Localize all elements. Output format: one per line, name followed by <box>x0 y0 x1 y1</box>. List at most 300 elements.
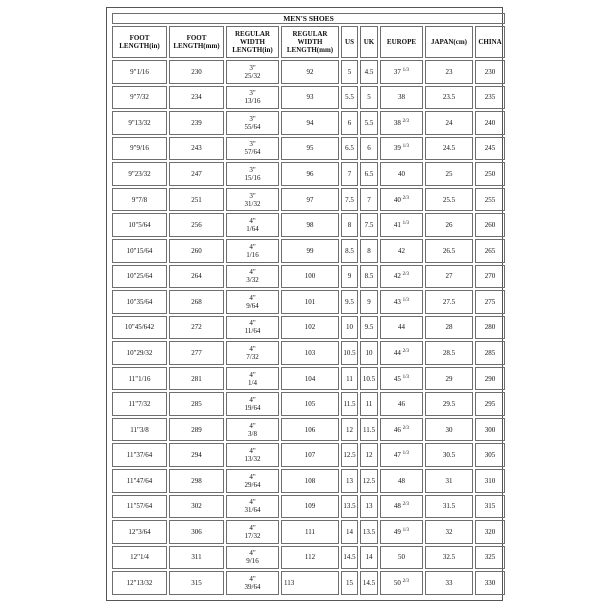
cell-japan-cm: 30 <box>425 418 473 442</box>
cell-japan-cm: 26.5 <box>425 239 473 263</box>
table-row <box>112 546 505 570</box>
cell-uk: 14.5 <box>360 571 378 595</box>
width-in-line: 11/64 <box>244 327 261 336</box>
cell-japan-cm: 27 <box>425 265 473 289</box>
cell-europe <box>380 495 423 519</box>
europe-size: 41 <box>393 221 401 230</box>
cell-foot-length-in: 10"29/32 <box>112 341 167 365</box>
cell-us: 5.5 <box>341 86 358 110</box>
header-line: EUROPE <box>386 38 417 46</box>
cell-foot-length-in: 12"3/64 <box>112 520 167 544</box>
europe-fraction: 1/3 <box>402 527 410 533</box>
cell-foot-length-in: 11"3/8 <box>112 418 167 442</box>
cell-japan-cm: 26 <box>425 213 473 237</box>
europe-size: 38 <box>398 93 405 102</box>
width-in-line: 3/8 <box>248 429 257 438</box>
cell-foot-length-in: 10"15/64 <box>112 239 167 263</box>
width-in-line: 4" <box>249 370 256 379</box>
cell-width-length-in <box>226 239 279 263</box>
width-in-line: 19/64 <box>244 404 261 413</box>
cell-japan-cm: 28.5 <box>425 341 473 365</box>
cell-us: 15 <box>341 571 358 595</box>
cell-width-length-in <box>226 213 279 237</box>
cell-width-length-mm: 96 <box>281 162 339 186</box>
header-row <box>112 26 505 58</box>
europe-size: 44 <box>393 348 401 357</box>
europe-size: 44 <box>398 323 405 332</box>
cell-us: 11 <box>341 367 358 391</box>
width-in-line: 25/32 <box>244 71 261 80</box>
width-in-line: 3" <box>249 63 256 72</box>
width-in-line: 9/64 <box>246 301 259 310</box>
europe-fraction: 1/3 <box>402 221 410 227</box>
table-row <box>112 443 505 467</box>
cell-japan-cm: 31.5 <box>425 495 473 519</box>
cell-us: 11.5 <box>341 392 358 416</box>
cell-width-length-in <box>226 137 279 161</box>
cell-foot-length-in: 12"13/32 <box>112 571 167 595</box>
cell-europe <box>380 86 423 110</box>
cell-europe <box>380 239 423 263</box>
cell-foot-length-mm: 260 <box>169 239 224 263</box>
cell-width-length-in <box>226 341 279 365</box>
cell-width-length-mm: 107 <box>281 443 339 467</box>
header-line: WIDTH <box>297 38 323 46</box>
cell-width-length-in <box>226 86 279 110</box>
table-row <box>112 60 505 84</box>
cell-uk: 8 <box>360 239 378 263</box>
cell-foot-length-mm: 289 <box>169 418 224 442</box>
cell-china: 295 <box>475 392 505 416</box>
width-in-line: 29/64 <box>244 480 261 489</box>
europe-size: 49 <box>393 527 401 536</box>
cell-foot-length-mm: 311 <box>169 546 224 570</box>
cell-europe <box>380 213 423 237</box>
width-in-line: 13/32 <box>244 455 261 464</box>
cell-china: 325 <box>475 546 505 570</box>
width-in-line: 4" <box>249 472 256 481</box>
cell-width-length-in <box>226 469 279 493</box>
europe-size: 48 <box>393 502 401 511</box>
cell-japan-cm: 30.5 <box>425 443 473 467</box>
cell-foot-length-mm: 247 <box>169 162 224 186</box>
cell-width-length-mm: 112 <box>281 546 339 570</box>
cell-width-length-mm: 92 <box>281 60 339 84</box>
cell-us: 9 <box>341 265 358 289</box>
cell-us: 6 <box>341 111 358 135</box>
cell-china: 250 <box>475 162 505 186</box>
cell-foot-length-mm: 268 <box>169 290 224 314</box>
cell-foot-length-mm: 251 <box>169 188 224 212</box>
cell-width-length-in <box>226 316 279 340</box>
cell-foot-length-in: 11"37/64 <box>112 443 167 467</box>
cell-us: 7.5 <box>341 188 358 212</box>
cell-uk: 6.5 <box>360 162 378 186</box>
header-line: LENGTH(in) <box>232 46 273 54</box>
cell-us: 12.5 <box>341 443 358 467</box>
europe-size: 50 <box>393 579 401 588</box>
width-in-line: 9/16 <box>246 557 259 566</box>
cell-us: 12 <box>341 418 358 442</box>
table-row <box>112 239 505 263</box>
europe-fraction: 2/3 <box>402 118 410 124</box>
cell-china: 255 <box>475 188 505 212</box>
header-line: FOOT <box>186 34 207 42</box>
cell-japan-cm: 25 <box>425 162 473 186</box>
cell-uk: 10.5 <box>360 367 378 391</box>
cell-us: 8 <box>341 213 358 237</box>
width-in-line: 3" <box>249 191 256 200</box>
cell-us: 9.5 <box>341 290 358 314</box>
width-in-line: 7/32 <box>246 352 259 361</box>
cell-width-length-in <box>226 111 279 135</box>
europe-size: 45 <box>393 374 401 383</box>
table-row <box>112 367 505 391</box>
cell-foot-length-mm: 294 <box>169 443 224 467</box>
cell-width-length-mm: 101 <box>281 290 339 314</box>
cell-europe <box>380 392 423 416</box>
cell-foot-length-in: 10"5/64 <box>112 213 167 237</box>
cell-width-length-in <box>226 188 279 212</box>
cell-foot-length-mm: 234 <box>169 86 224 110</box>
table-row <box>112 86 505 110</box>
header-uk <box>360 26 378 58</box>
cell-china: 300 <box>475 418 505 442</box>
cell-uk: 7 <box>360 188 378 212</box>
header-line: US <box>345 38 354 46</box>
cell-uk: 11.5 <box>360 418 378 442</box>
header-line: UK <box>363 38 375 46</box>
cell-foot-length-mm: 281 <box>169 367 224 391</box>
europe-size: 40 <box>398 170 405 179</box>
width-in-line: 31/32 <box>244 199 261 208</box>
cell-europe <box>380 162 423 186</box>
header-us <box>341 26 358 58</box>
cell-uk: 5 <box>360 86 378 110</box>
table-row <box>112 265 505 289</box>
cell-japan-cm: 32.5 <box>425 546 473 570</box>
cell-width-length-in <box>226 367 279 391</box>
width-in-line: 31/64 <box>244 506 261 515</box>
cell-foot-length-mm: 256 <box>169 213 224 237</box>
header-line: REGULAR <box>292 30 328 38</box>
width-in-line: 4" <box>249 421 256 430</box>
europe-size: 46 <box>398 400 405 409</box>
cell-width-length-mm: 105 <box>281 392 339 416</box>
cell-japan-cm: 24 <box>425 111 473 135</box>
cell-europe <box>380 316 423 340</box>
width-in-line: 55/64 <box>244 122 261 131</box>
cell-foot-length-in: 9"13/32 <box>112 111 167 135</box>
cell-us: 13 <box>341 469 358 493</box>
cell-foot-length-in: 11"7/32 <box>112 392 167 416</box>
cell-width-length-mm: 95 <box>281 137 339 161</box>
table-row <box>112 418 505 442</box>
cell-uk: 6 <box>360 137 378 161</box>
header-regular-width-length-mm <box>281 26 339 58</box>
cell-uk: 8.5 <box>360 265 378 289</box>
cell-europe <box>380 571 423 595</box>
cell-japan-cm: 27.5 <box>425 290 473 314</box>
europe-size: 42 <box>398 246 405 255</box>
cell-japan-cm: 23 <box>425 60 473 84</box>
cell-width-length-mm: 106 <box>281 418 339 442</box>
cell-japan-cm: 24.5 <box>425 137 473 161</box>
cell-width-length-mm: 108 <box>281 469 339 493</box>
cell-foot-length-in: 9"7/32 <box>112 86 167 110</box>
cell-width-length-mm: 94 <box>281 111 339 135</box>
europe-size: 40 <box>393 195 401 204</box>
table-row <box>112 188 505 212</box>
cell-japan-cm: 23.5 <box>425 86 473 110</box>
table-row <box>112 520 505 544</box>
width-in-line: 4" <box>249 549 256 558</box>
cell-japan-cm: 29 <box>425 367 473 391</box>
width-in-line: 4" <box>249 217 256 226</box>
header-line: LENGTH(in) <box>119 42 160 50</box>
width-in-line: 4" <box>249 344 256 353</box>
table-row <box>112 341 505 365</box>
table-row <box>112 571 505 595</box>
cell-china: 270 <box>475 265 505 289</box>
cell-width-length-mm: 111 <box>281 520 339 544</box>
europe-fraction: 1/3 <box>402 451 410 457</box>
cell-uk: 9 <box>360 290 378 314</box>
cell-foot-length-in: 12"1/4 <box>112 546 167 570</box>
cell-uk: 14 <box>360 546 378 570</box>
cell-europe <box>380 367 423 391</box>
europe-fraction: 1/3 <box>402 67 410 73</box>
cell-europe <box>380 290 423 314</box>
cell-us: 5 <box>341 60 358 84</box>
cell-china: 290 <box>475 367 505 391</box>
cell-china: 245 <box>475 137 505 161</box>
table-row <box>112 316 505 340</box>
cell-us: 13.5 <box>341 495 358 519</box>
cell-china: 265 <box>475 239 505 263</box>
cell-china: 330 <box>475 571 505 595</box>
cell-japan-cm: 32 <box>425 520 473 544</box>
table-row <box>112 495 505 519</box>
header-line: JAPAN(cm) <box>430 38 468 46</box>
cell-japan-cm: 31 <box>425 469 473 493</box>
width-in-line: 4" <box>249 319 256 328</box>
europe-fraction: 2/3 <box>402 195 410 201</box>
header-line: FOOT <box>129 34 150 42</box>
width-in-line: 1/64 <box>246 225 259 234</box>
cell-width-length-in <box>226 520 279 544</box>
cell-foot-length-mm: 230 <box>169 60 224 84</box>
width-in-line: 4" <box>249 447 256 456</box>
header-foot-length-mm <box>169 26 224 58</box>
cell-foot-length-in: 11"1/16 <box>112 367 167 391</box>
cell-foot-length-mm: 315 <box>169 571 224 595</box>
width-in-line: 57/64 <box>244 148 261 157</box>
cell-europe <box>380 546 423 570</box>
header-europe <box>380 26 423 58</box>
cell-us: 8.5 <box>341 239 358 263</box>
cell-width-length-in <box>226 60 279 84</box>
cell-us: 10 <box>341 316 358 340</box>
table-row <box>112 290 505 314</box>
europe-fraction: 2/3 <box>402 425 410 431</box>
mens-shoe-size-table <box>110 11 507 597</box>
width-in-line: 3" <box>249 89 256 98</box>
width-in-line: 3" <box>249 140 256 149</box>
cell-width-length-in <box>226 546 279 570</box>
cell-uk: 13 <box>360 495 378 519</box>
cell-width-length-in <box>226 443 279 467</box>
europe-fraction: 2/3 <box>402 502 410 508</box>
europe-fraction: 2/3 <box>402 272 410 278</box>
cell-europe <box>380 137 423 161</box>
europe-size: 39 <box>393 144 401 153</box>
cell-japan-cm: 29.5 <box>425 392 473 416</box>
width-in-line: 4" <box>249 575 256 584</box>
cell-uk: 11 <box>360 392 378 416</box>
cell-uk: 7.5 <box>360 213 378 237</box>
cell-foot-length-in: 10"35/64 <box>112 290 167 314</box>
cell-us: 6.5 <box>341 137 358 161</box>
header-line: REGULAR <box>234 30 270 38</box>
width-in-line: 4" <box>249 498 256 507</box>
cell-europe <box>380 469 423 493</box>
cell-width-length-mm: 113 <box>281 571 339 595</box>
cell-europe <box>380 443 423 467</box>
cell-width-length-mm: 109 <box>281 495 339 519</box>
cell-foot-length-in: 10"45/642 <box>112 316 167 340</box>
cell-width-length-in <box>226 495 279 519</box>
cell-china: 280 <box>475 316 505 340</box>
width-in-line: 15/16 <box>244 174 261 183</box>
cell-china: 285 <box>475 341 505 365</box>
cell-width-length-mm: 93 <box>281 86 339 110</box>
cell-europe <box>380 188 423 212</box>
cell-foot-length-mm: 285 <box>169 392 224 416</box>
header-line: LENGTH(mm) <box>173 42 220 50</box>
europe-size: 42 <box>393 272 401 281</box>
cell-width-length-in <box>226 392 279 416</box>
cell-us: 10.5 <box>341 341 358 365</box>
cell-width-length-mm: 98 <box>281 213 339 237</box>
europe-fraction: 2/3 <box>402 348 410 354</box>
europe-size: 48 <box>398 476 405 485</box>
width-in-line: 4" <box>249 523 256 532</box>
cell-china: 240 <box>475 111 505 135</box>
cell-foot-length-in: 9"9/16 <box>112 137 167 161</box>
width-in-line: 4" <box>249 293 256 302</box>
width-in-line: 4" <box>249 268 256 277</box>
cell-width-length-mm: 104 <box>281 367 339 391</box>
cell-foot-length-mm: 302 <box>169 495 224 519</box>
cell-us: 14 <box>341 520 358 544</box>
cell-us: 14.5 <box>341 546 358 570</box>
size-chart-frame <box>106 7 503 601</box>
europe-size: 46 <box>393 425 401 434</box>
europe-size: 47 <box>393 451 401 460</box>
cell-uk: 12.5 <box>360 469 378 493</box>
cell-foot-length-in: 10"25/64 <box>112 265 167 289</box>
table-row <box>112 392 505 416</box>
table-title: MEN'S SHOES <box>112 13 505 24</box>
width-in-line: 39/64 <box>244 583 261 592</box>
cell-width-length-in <box>226 418 279 442</box>
header-china <box>475 26 505 58</box>
cell-width-length-in <box>226 290 279 314</box>
cell-uk: 10 <box>360 341 378 365</box>
header-regular-width-length-in <box>226 26 279 58</box>
cell-japan-cm: 25.5 <box>425 188 473 212</box>
cell-uk: 4.5 <box>360 60 378 84</box>
cell-foot-length-mm: 306 <box>169 520 224 544</box>
cell-europe <box>380 265 423 289</box>
width-in-line: 1/4 <box>248 378 257 387</box>
table-row <box>112 162 505 186</box>
header-foot-length-in <box>112 26 167 58</box>
cell-europe <box>380 418 423 442</box>
cell-foot-length-mm: 298 <box>169 469 224 493</box>
cell-uk: 12 <box>360 443 378 467</box>
cell-japan-cm: 28 <box>425 316 473 340</box>
cell-width-length-in <box>226 265 279 289</box>
cell-uk: 5.5 <box>360 111 378 135</box>
cell-uk: 13.5 <box>360 520 378 544</box>
europe-fraction: 1/3 <box>402 297 410 303</box>
cell-europe <box>380 520 423 544</box>
header-line: CHINA <box>478 38 502 46</box>
cell-foot-length-in: 9"1/16 <box>112 60 167 84</box>
cell-china: 275 <box>475 290 505 314</box>
width-in-line: 13/16 <box>244 97 261 106</box>
europe-size: 50 <box>398 553 405 562</box>
cell-foot-length-mm: 264 <box>169 265 224 289</box>
cell-width-length-mm: 103 <box>281 341 339 365</box>
cell-japan-cm: 33 <box>425 571 473 595</box>
table-row <box>112 213 505 237</box>
cell-china: 235 <box>475 86 505 110</box>
table-row <box>112 469 505 493</box>
cell-china: 260 <box>475 213 505 237</box>
cell-foot-length-in: 11"57/64 <box>112 495 167 519</box>
cell-foot-length-mm: 243 <box>169 137 224 161</box>
cell-foot-length-in: 9"7/8 <box>112 188 167 212</box>
header-line: WIDTH <box>240 38 265 46</box>
cell-europe <box>380 111 423 135</box>
cell-uk: 9.5 <box>360 316 378 340</box>
cell-europe <box>380 60 423 84</box>
cell-foot-length-in: 9"23/32 <box>112 162 167 186</box>
europe-fraction: 2/3 <box>402 579 410 585</box>
europe-size: 43 <box>393 297 401 306</box>
table-body <box>112 60 505 595</box>
header-japan-cm <box>425 26 473 58</box>
cell-width-length-in <box>226 162 279 186</box>
cell-europe <box>380 341 423 365</box>
cell-width-length-mm: 99 <box>281 239 339 263</box>
cell-china: 320 <box>475 520 505 544</box>
width-in-line: 1/16 <box>246 250 259 259</box>
cell-width-length-in <box>226 571 279 595</box>
cell-width-length-mm: 100 <box>281 265 339 289</box>
cell-width-length-mm: 102 <box>281 316 339 340</box>
cell-china: 230 <box>475 60 505 84</box>
table-row <box>112 111 505 135</box>
europe-fraction: 1/3 <box>402 374 410 380</box>
cell-foot-length-mm: 239 <box>169 111 224 135</box>
width-in-line: 4" <box>249 396 256 405</box>
width-in-line: 3" <box>249 114 256 123</box>
cell-us: 7 <box>341 162 358 186</box>
